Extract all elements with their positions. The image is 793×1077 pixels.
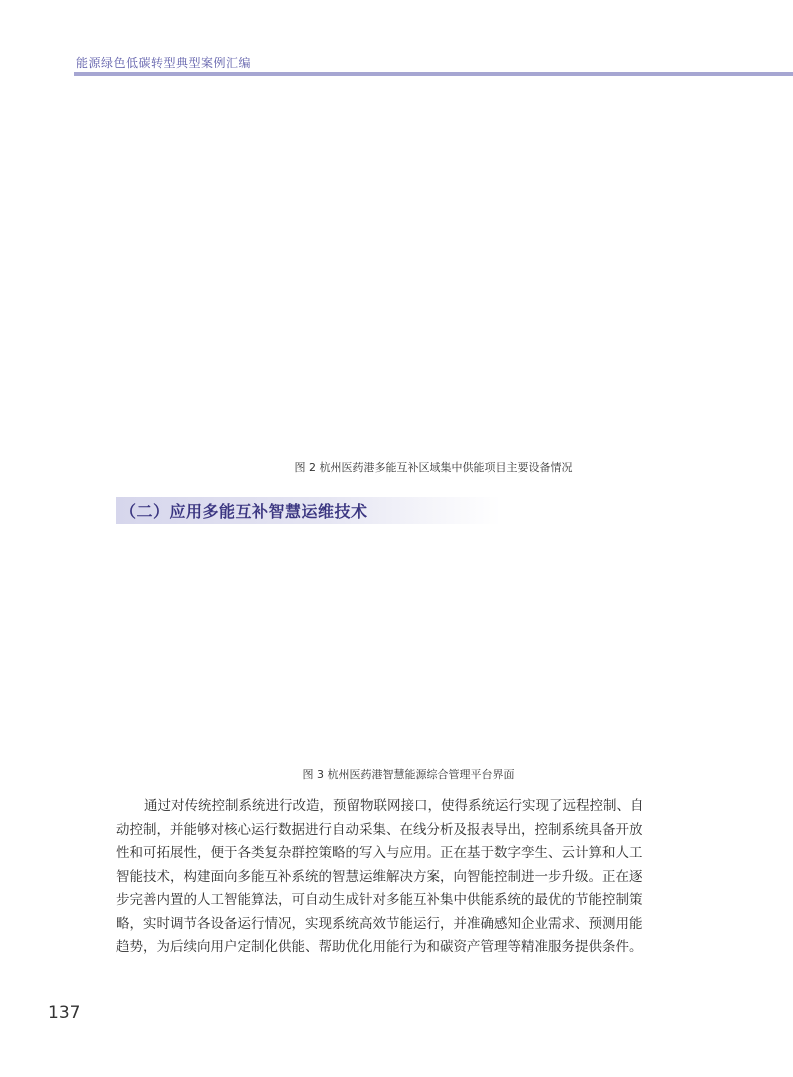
paragraph-line: 略，实时调节各设备运行情况，实现系统高效节能运行，并准确感知企业需求、预测用能 <box>116 915 643 932</box>
paragraph-line: 步完善内置的人工智能算法，可自动生成针对多能互补集中供能系统的最优的节能控制策 <box>116 892 643 908</box>
figure-2-caption: 图 2 杭州医药港多能互补区域集中供能项目主要设备情况 <box>294 461 573 474</box>
figure-2-image-area <box>116 90 686 450</box>
paragraph-line: 趋势，为后续向用户定制化供能、帮助优化用能行为和碳资产管理等精准服务提供条件。 <box>116 939 643 955</box>
paragraph-line: 性和可拓展性，便于各类复杂群控策略的写入与应用。正在基于数字孪生、云计算和人工 <box>116 845 643 861</box>
paragraph-line: 通过对传统控制系统进行改造，预留物联网接口，使得系统运行实现了远程控制、自 <box>144 798 644 814</box>
running-header-title: 能源绿色低碳转型典型案例汇编 <box>76 56 252 70</box>
paragraph-line: 智能技术，构建面向多能互补系统的智慧运维解决方案，向智能控制进一步升级。正在逐 <box>116 868 643 885</box>
header-rule <box>74 72 793 76</box>
section-heading: （二）应用多能互补智慧运维技术 <box>120 502 368 521</box>
figure-3-caption: 图 3 杭州医药港智慧能源综合管理平台界面 <box>302 768 515 781</box>
figure-3-image-area <box>116 530 686 755</box>
paragraph-line: 动控制，并能够对核心运行数据进行自动采集、在线分析及报表导出，控制系统具备开放 <box>116 821 643 838</box>
page-number: 137 <box>48 1003 81 1023</box>
body-paragraph <box>116 795 686 960</box>
